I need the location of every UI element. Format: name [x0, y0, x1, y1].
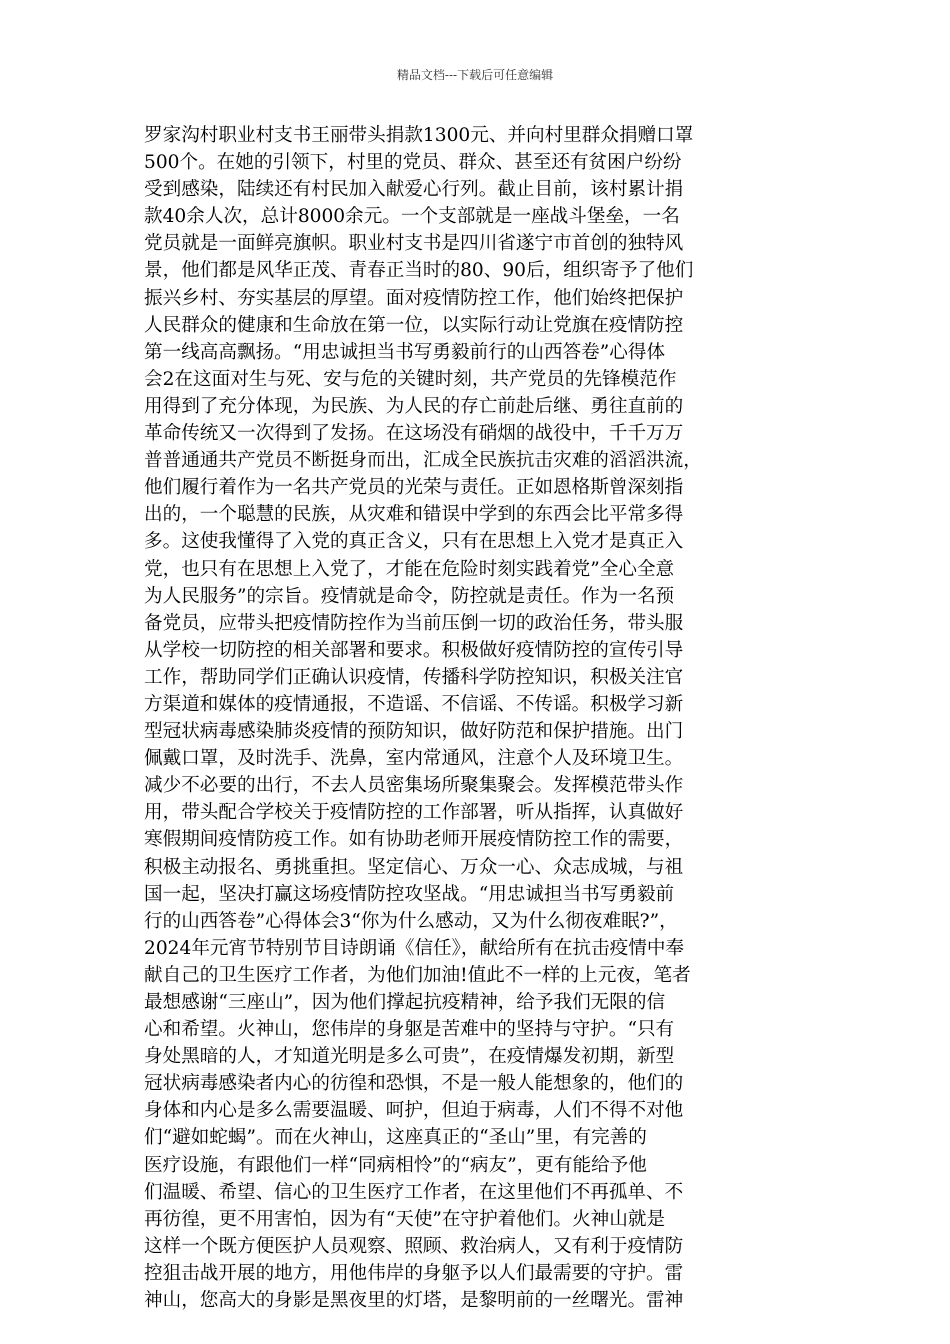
page-header: 精品文档---下载后可任意编辑 [396, 68, 554, 82]
text-line: 500个。在她的引领下，村里的党员、群众、甚至还有贫困户纷纷 [144, 152, 682, 174]
text-line: 积极主动报名、勇挑重担。坚定信心、万众一心、众志成城，与祖 [144, 856, 684, 878]
text-line: 党员就是一面鲜亮旗帜。职业村支书是四川省遂宁市首创的独特风 [144, 233, 684, 255]
text-line: 会2在这面对生与死、安与危的关键时刻，共产党员的先锋模范作 [144, 368, 677, 390]
text-line: 心和希望。火神山，您伟岸的身躯是苦难中的坚持与守护。“只有 [144, 1019, 675, 1041]
text-line: 罗家沟村职业村支书王丽带头捐款1300元、并向村里群众捐赠口罩 [144, 125, 694, 146]
text-line: 人民群众的健康和生命放在第一位，以实际行动让党旗在疫情防控 [144, 314, 684, 336]
text-line: 控狙击战开展的地方，用他伟岸的身躯予以人们最需要的守护。雷 [144, 1262, 684, 1284]
text-line: 普普通通共产党员不断挺身而出，汇成全民族抗击灾难的滔滔洪流， [144, 450, 702, 472]
text-line: 献自己的卫生医疗工作者，为他们加油!值此不一样的上元夜，笔者 [144, 964, 691, 986]
text-line: 方渠道和媒体的疫情通报，不造谣、不信谣、不传谣。积极学习新 [144, 693, 684, 715]
text-line: 身体和内心是多么需要温暖、呵护，但迫于病毒，人们不得不对他 [144, 1100, 684, 1122]
text-line: 国一起，坚决打赢这场疫情防控攻坚战。“用忠诚担当书写勇毅前 [144, 883, 675, 905]
text-line: 神山，您高大的身影是黑夜里的灯塔，是黎明前的一丝曙光。雷神 [144, 1290, 684, 1312]
text-line: 受到感染，陆续还有村民加入献爱心行列。截止目前，该村累计捐 [144, 179, 684, 201]
text-line: 们“避如蛇蝎”。而在火神山，这座真正的“圣山”里，有完善的 [144, 1127, 647, 1149]
text-line: 用得到了充分体现，为民族、为人民的存亡前赴后继、勇往直前的 [144, 395, 684, 417]
text-line: 工作，帮助同学们正确认识疫情，传播科学防控知识，积极关注官 [144, 666, 684, 688]
text-line: 们温暖、希望、信心的卫生医疗工作者，在这里他们不再孤单、不 [144, 1181, 684, 1203]
text-line: 行的山西答卷”心得体会3“你为什么感动，又为什么彻夜难眠?”， [144, 910, 678, 932]
text-line: 冠状病毒感染者内心的彷徨和恐惧，不是一般人能想象的，他们的 [144, 1073, 684, 1095]
text-line: 备党员，应带头把疫情防控作为当前压倒一切的政治任务，带头服 [144, 612, 684, 634]
text-line: 革命传统又一次得到了发扬。在这场没有硝烟的战役中，千千万万 [144, 423, 684, 445]
text-line: 身处黑暗的人，才知道光明是多么可贵”，在疫情爆发初期，新型 [144, 1046, 675, 1068]
text-line: 再彷徨，更不用害怕，因为有“天使”在守护着他们。火神山就是 [144, 1208, 666, 1230]
text-line: 型冠状病毒感染肺炎疫情的预防知识，做好防范和保护措施。出门 [144, 721, 684, 743]
text-line: 他们履行着作为一名共产党员的光荣与责任。正如恩格斯曾深刻指 [144, 477, 684, 499]
text-line: 最想感谢“三座山”，因为他们撑起抗疫精神，给予我们无限的信 [144, 992, 666, 1013]
text-line: 用，带头配合学校关于疫情防控的工作部署，听从指挥，认真做好 [144, 802, 684, 824]
text-line: 这样一个既方便医护人员观察、照顾、救治病人，又有利于疫情防 [144, 1235, 684, 1257]
text-line: 减少不必要的出行，不去人员密集场所聚集聚会。发挥模范带头作 [144, 775, 684, 797]
text-line: 2024年元宵节特别节目诗朗诵《信任》，献给所有在抗击疫情中奉 [144, 937, 685, 959]
text-line: 为人民服务”的宗旨。疫情就是命令，防控就是责任。作为一名预 [144, 585, 675, 607]
text-line: 医疗设施，有跟他们一样“同病相怜”的“病友”，更有能给予他 [144, 1154, 647, 1176]
text-line: 党，也只有在思想上入党了，才能在危险时刻实践着党”全心全意 [144, 558, 675, 580]
text-line: 多。这使我懂得了入党的真正含义，只有在思想上入党才是真正入 [144, 531, 684, 553]
text-line: 款40余人次，总计8000余元。一个支部就是一座战斗堡垒，一名 [144, 206, 680, 228]
text-line: 景，他们都是风华正茂、青春正当时的80、90后，组织寄予了他们 [144, 260, 694, 282]
text-line: 出的，一个聪慧的民族，从灾难和错误中学到的东西会比平常多得 [144, 504, 684, 526]
text-line: 寒假期间疫情防疫工作。如有协助老师开展疫情防控工作的需要， [144, 829, 684, 851]
text-line: 振兴乡村、夯实基层的厚望。面对疫情防控工作，他们始终把保护 [144, 287, 684, 309]
text-line: 佩戴口罩，及时洗手、洗鼻，室内常通风，注意个人及环境卫生。 [144, 748, 684, 770]
text-line: 从学校一切防控的相关部署和要求。积极做好疫情防控的宣传引导 [144, 639, 684, 661]
document-body [144, 122, 814, 1314]
text-line: 第一线高高飘扬。“用忠诚担当书写勇毅前行的山西答卷”心得体 [144, 341, 666, 363]
